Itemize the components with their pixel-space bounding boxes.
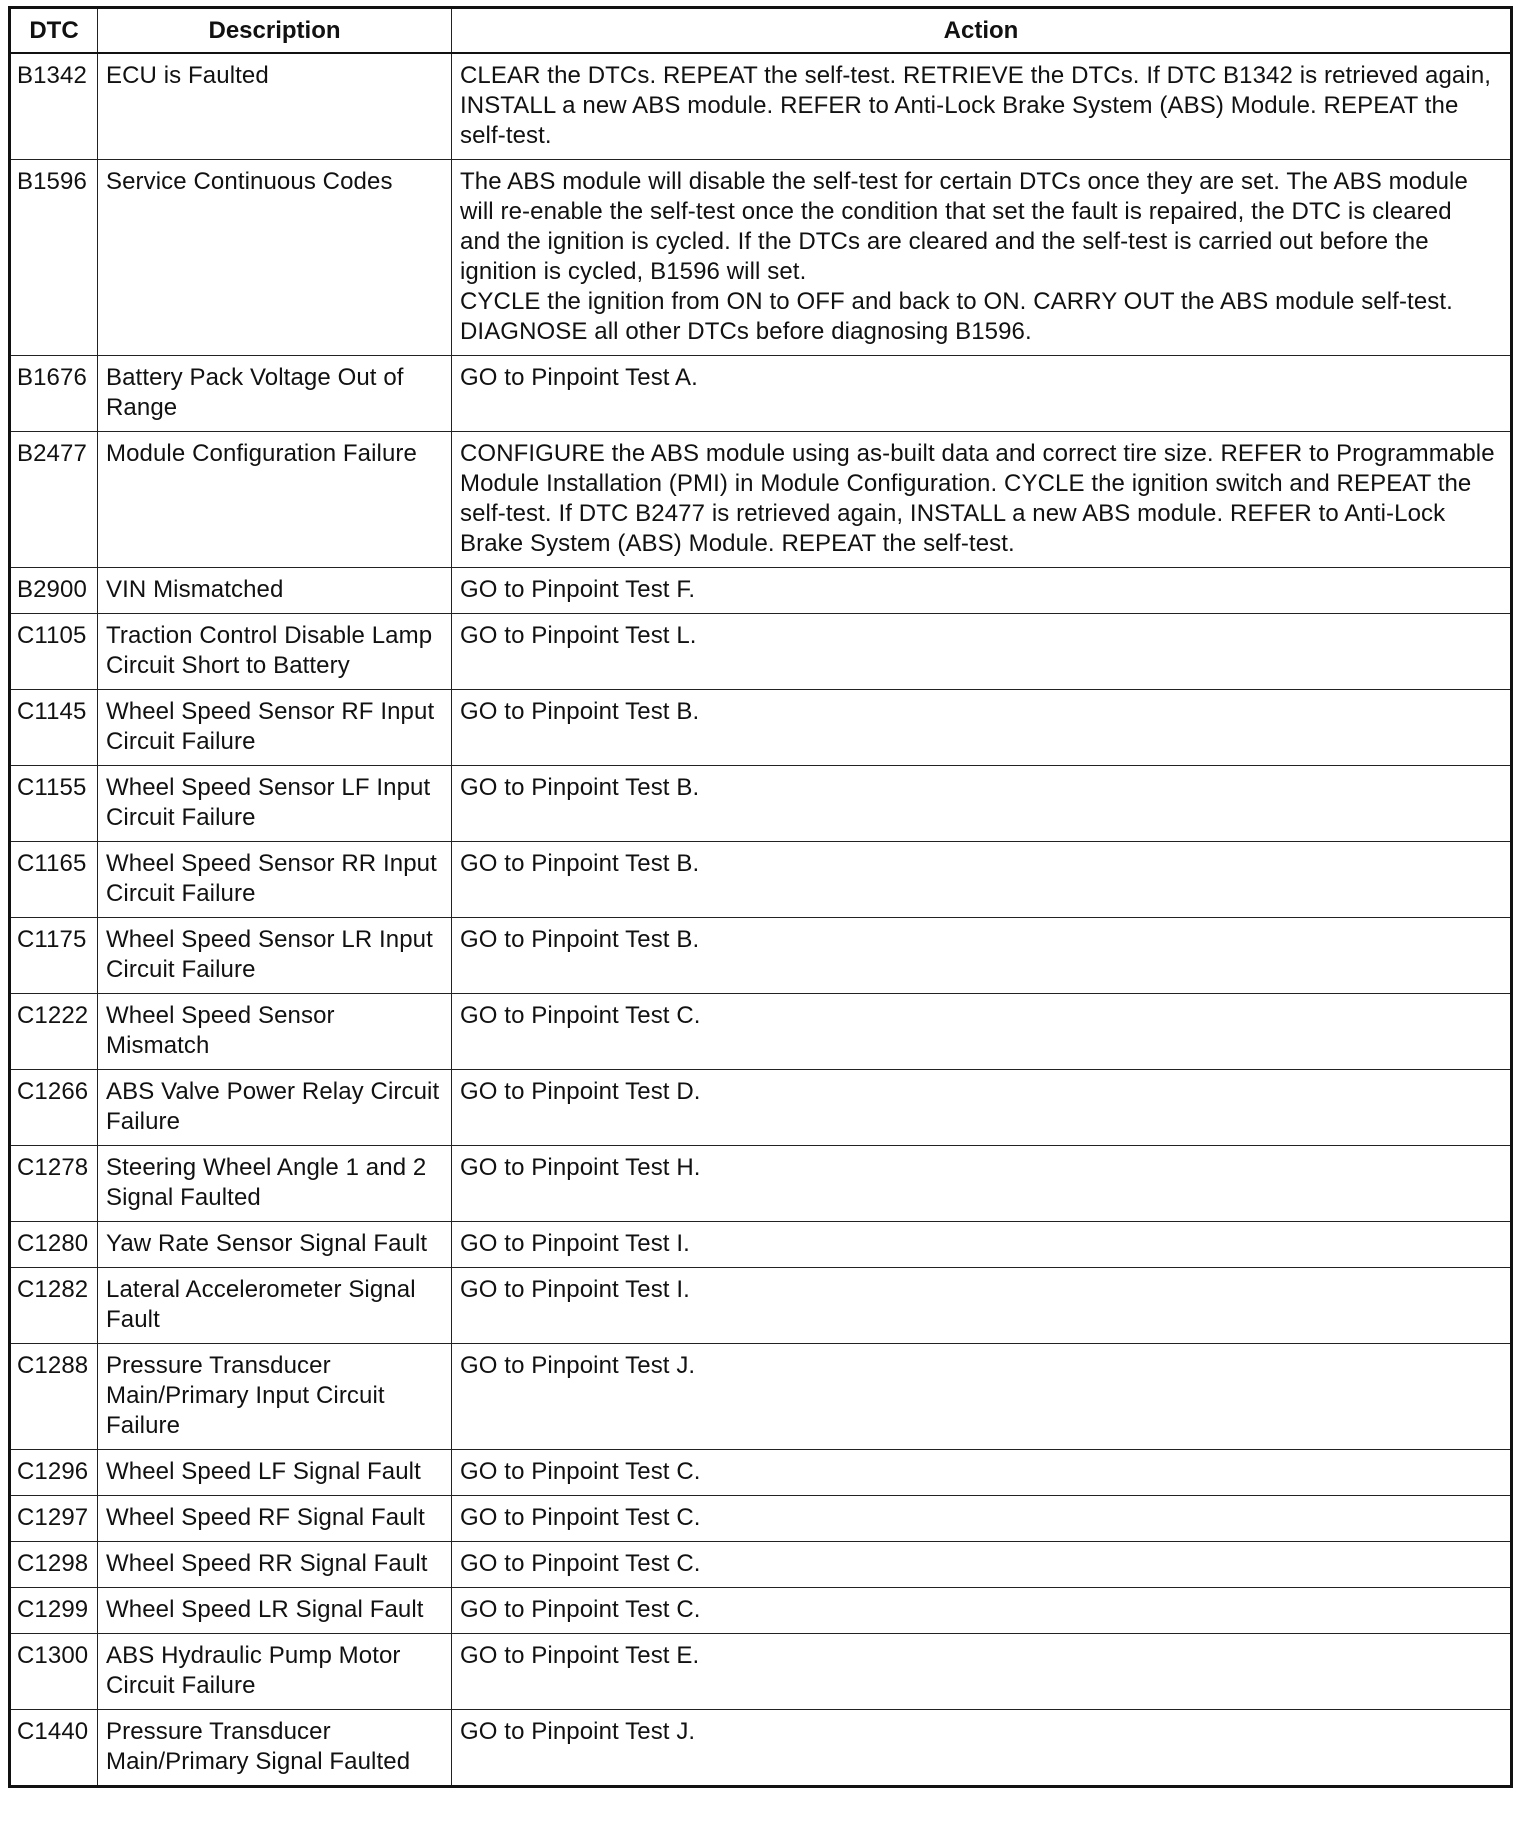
action-cell: [452, 1634, 1512, 1710]
action-text: The ABS module will disable the self-test for certain DTCs once they are set. The ABS module will re-enable the self-test once the condition that set the fault is repaired, the DTC is cleared and the ignition is cycled. If the DTCs are cleared and the self-test is carried out before the ignition is cycled, B1596 will set.: [460, 168, 1468, 285]
action-cell: [452, 918, 1512, 994]
table-row: [10, 1634, 1512, 1710]
table-row: [10, 1268, 1512, 1344]
table-row: [10, 918, 1512, 994]
table-row: [10, 1710, 1512, 1787]
table-row: [10, 1450, 1512, 1496]
action-cell: [452, 766, 1512, 842]
table-row: [10, 1146, 1512, 1222]
description-cell: VIN Mismatched: [98, 568, 452, 614]
description-cell: ECU is Faulted: [98, 53, 452, 160]
table-row: [10, 766, 1512, 842]
action-text: GO to Pinpoint Test D.: [460, 1078, 701, 1105]
table-body: [10, 53, 1512, 1787]
description-cell: Battery Pack Voltage Out of Range: [98, 356, 452, 432]
action-cell: [452, 1710, 1512, 1787]
action-cell: [452, 1496, 1512, 1542]
action-text: GO to Pinpoint Test C.: [460, 1596, 701, 1623]
action-text: GO to Pinpoint Test F.: [460, 576, 696, 603]
header-row: [10, 8, 1512, 54]
action-cell: [452, 1450, 1512, 1496]
table-row: [10, 568, 1512, 614]
action-cell: [452, 614, 1512, 690]
description-cell: Wheel Speed LR Signal Fault: [98, 1588, 452, 1634]
description-cell: Yaw Rate Sensor Signal Fault: [98, 1222, 452, 1268]
table-row: [10, 1542, 1512, 1588]
action-text: GO to Pinpoint Test C.: [460, 1458, 701, 1485]
action-cell: [452, 160, 1512, 356]
dtc-code-cell: B1342: [10, 53, 98, 160]
action-text: GO to Pinpoint Test I.: [460, 1230, 690, 1257]
dtc-code-cell: C1278: [10, 1146, 98, 1222]
action-cell: [452, 1588, 1512, 1634]
description-cell: Traction Control Disable Lamp Circuit Short to Battery: [98, 614, 452, 690]
dtc-code-cell: C1266: [10, 1070, 98, 1146]
description-cell: Pressure Transducer Main/Primary Input Circuit Failure: [98, 1344, 452, 1450]
dtc-code-cell: C1288: [10, 1344, 98, 1450]
action-cell: [452, 568, 1512, 614]
table-row: [10, 1070, 1512, 1146]
action-text: GO to Pinpoint Test B.: [460, 926, 700, 953]
header-action: Action: [452, 8, 1512, 54]
dtc-code-cell: C1297: [10, 1496, 98, 1542]
dtc-code-cell: C1299: [10, 1588, 98, 1634]
action-text: GO to Pinpoint Test E.: [460, 1642, 700, 1669]
action-text: CLEAR the DTCs. REPEAT the self-test. RETRIEVE the DTCs. If DTC B1342 is retrieved again, INSTALL a new ABS module. REFER to Anti-Lock Brake System (ABS) Module. REPEAT the self-test.: [460, 62, 1492, 149]
dtc-code-cell: C1296: [10, 1450, 98, 1496]
dtc-code-cell: C1282: [10, 1268, 98, 1344]
action-cell: [452, 1222, 1512, 1268]
description-cell: Service Continuous Codes: [98, 160, 452, 356]
action-text: GO to Pinpoint Test L.: [460, 622, 697, 649]
table-row: [10, 356, 1512, 432]
description-cell: Wheel Speed RR Signal Fault: [98, 1542, 452, 1588]
action-text: GO to Pinpoint Test I.: [460, 1276, 690, 1303]
action-text: GO to Pinpoint Test B.: [460, 774, 700, 801]
description-cell: Wheel Speed Sensor RF Input Circuit Failure: [98, 690, 452, 766]
dtc-code-cell: C1280: [10, 1222, 98, 1268]
action-cell: [452, 1542, 1512, 1588]
action-cell: [452, 690, 1512, 766]
action-text: GO to Pinpoint Test C.: [460, 1002, 701, 1029]
action-text: GO to Pinpoint Test C.: [460, 1550, 701, 1577]
dtc-code-cell: C1298: [10, 1542, 98, 1588]
description-cell: Wheel Speed Sensor Mismatch: [98, 994, 452, 1070]
description-cell: Wheel Speed LF Signal Fault: [98, 1450, 452, 1496]
action-cell: [452, 1146, 1512, 1222]
table-row: [10, 1222, 1512, 1268]
header-description: Description: [98, 8, 452, 54]
table-header: [10, 8, 1512, 54]
description-cell: Wheel Speed Sensor LF Input Circuit Failure: [98, 766, 452, 842]
action-text: GO to Pinpoint Test B.: [460, 698, 700, 725]
table-row: [10, 432, 1512, 568]
action-cell: [452, 1268, 1512, 1344]
description-cell: Steering Wheel Angle 1 and 2 Signal Faulted: [98, 1146, 452, 1222]
table-row: [10, 1344, 1512, 1450]
dtc-code-cell: B1676: [10, 356, 98, 432]
table-row: [10, 1588, 1512, 1634]
description-cell: ABS Hydraulic Pump Motor Circuit Failure: [98, 1634, 452, 1710]
table-row: [10, 53, 1512, 160]
dtc-code-cell: C1300: [10, 1634, 98, 1710]
header-dtc: DTC: [10, 8, 98, 54]
dtc-code-cell: C1165: [10, 842, 98, 918]
description-cell: Lateral Accelerometer Signal Fault: [98, 1268, 452, 1344]
action-text: GO to Pinpoint Test J.: [460, 1352, 696, 1379]
action-cell: [452, 432, 1512, 568]
action-cell: [452, 53, 1512, 160]
dtc-table: [8, 6, 1513, 1788]
dtc-code-cell: B1596: [10, 160, 98, 356]
action-text: CONFIGURE the ABS module using as-built data and correct tire size. REFER to Programmable Module Installation (PMI) in Module Configuration. CYCLE the ignition switch and REPEAT the self-test. If DTC B2477 is retrieved again, INSTALL a new ABS module. REFER to Anti-Lock Brake System (ABS) Module. REPEAT the self-test.: [460, 440, 1495, 557]
dtc-code-cell: B2900: [10, 568, 98, 614]
description-cell: Wheel Speed RF Signal Fault: [98, 1496, 452, 1542]
action-cell: [452, 1070, 1512, 1146]
action-text: GO to Pinpoint Test C.: [460, 1504, 701, 1531]
dtc-code-cell: C1145: [10, 690, 98, 766]
action-cell: [452, 842, 1512, 918]
table-row: [10, 614, 1512, 690]
description-cell: Wheel Speed Sensor LR Input Circuit Failure: [98, 918, 452, 994]
description-cell: Wheel Speed Sensor RR Input Circuit Failure: [98, 842, 452, 918]
table-row: [10, 160, 1512, 356]
action-text: GO to Pinpoint Test H.: [460, 1154, 701, 1181]
description-cell: Module Configuration Failure: [98, 432, 452, 568]
dtc-code-cell: C1222: [10, 994, 98, 1070]
dtc-code-cell: C1175: [10, 918, 98, 994]
dtc-code-cell: B2477: [10, 432, 98, 568]
dtc-code-cell: C1105: [10, 614, 98, 690]
description-cell: Pressure Transducer Main/Primary Signal Faulted: [98, 1710, 452, 1787]
table-row: [10, 994, 1512, 1070]
dtc-code-cell: C1155: [10, 766, 98, 842]
dtc-table-container: [8, 6, 1513, 1788]
action-text: GO to Pinpoint Test J.: [460, 1718, 696, 1745]
action-cell: [452, 1344, 1512, 1450]
table-row: [10, 690, 1512, 766]
action-cell: [452, 994, 1512, 1070]
description-cell: ABS Valve Power Relay Circuit Failure: [98, 1070, 452, 1146]
action-text: GO to Pinpoint Test A.: [460, 364, 698, 391]
action-text: GO to Pinpoint Test B.: [460, 850, 700, 877]
action-text: CYCLE the ignition from ON to OFF and back to ON. CARRY OUT the ABS module self-test. DIAGNOSE all other DTCs before diagnosing B1596.: [460, 288, 1453, 345]
table-row: [10, 842, 1512, 918]
table-row: [10, 1496, 1512, 1542]
action-cell: [452, 356, 1512, 432]
dtc-code-cell: C1440: [10, 1710, 98, 1787]
